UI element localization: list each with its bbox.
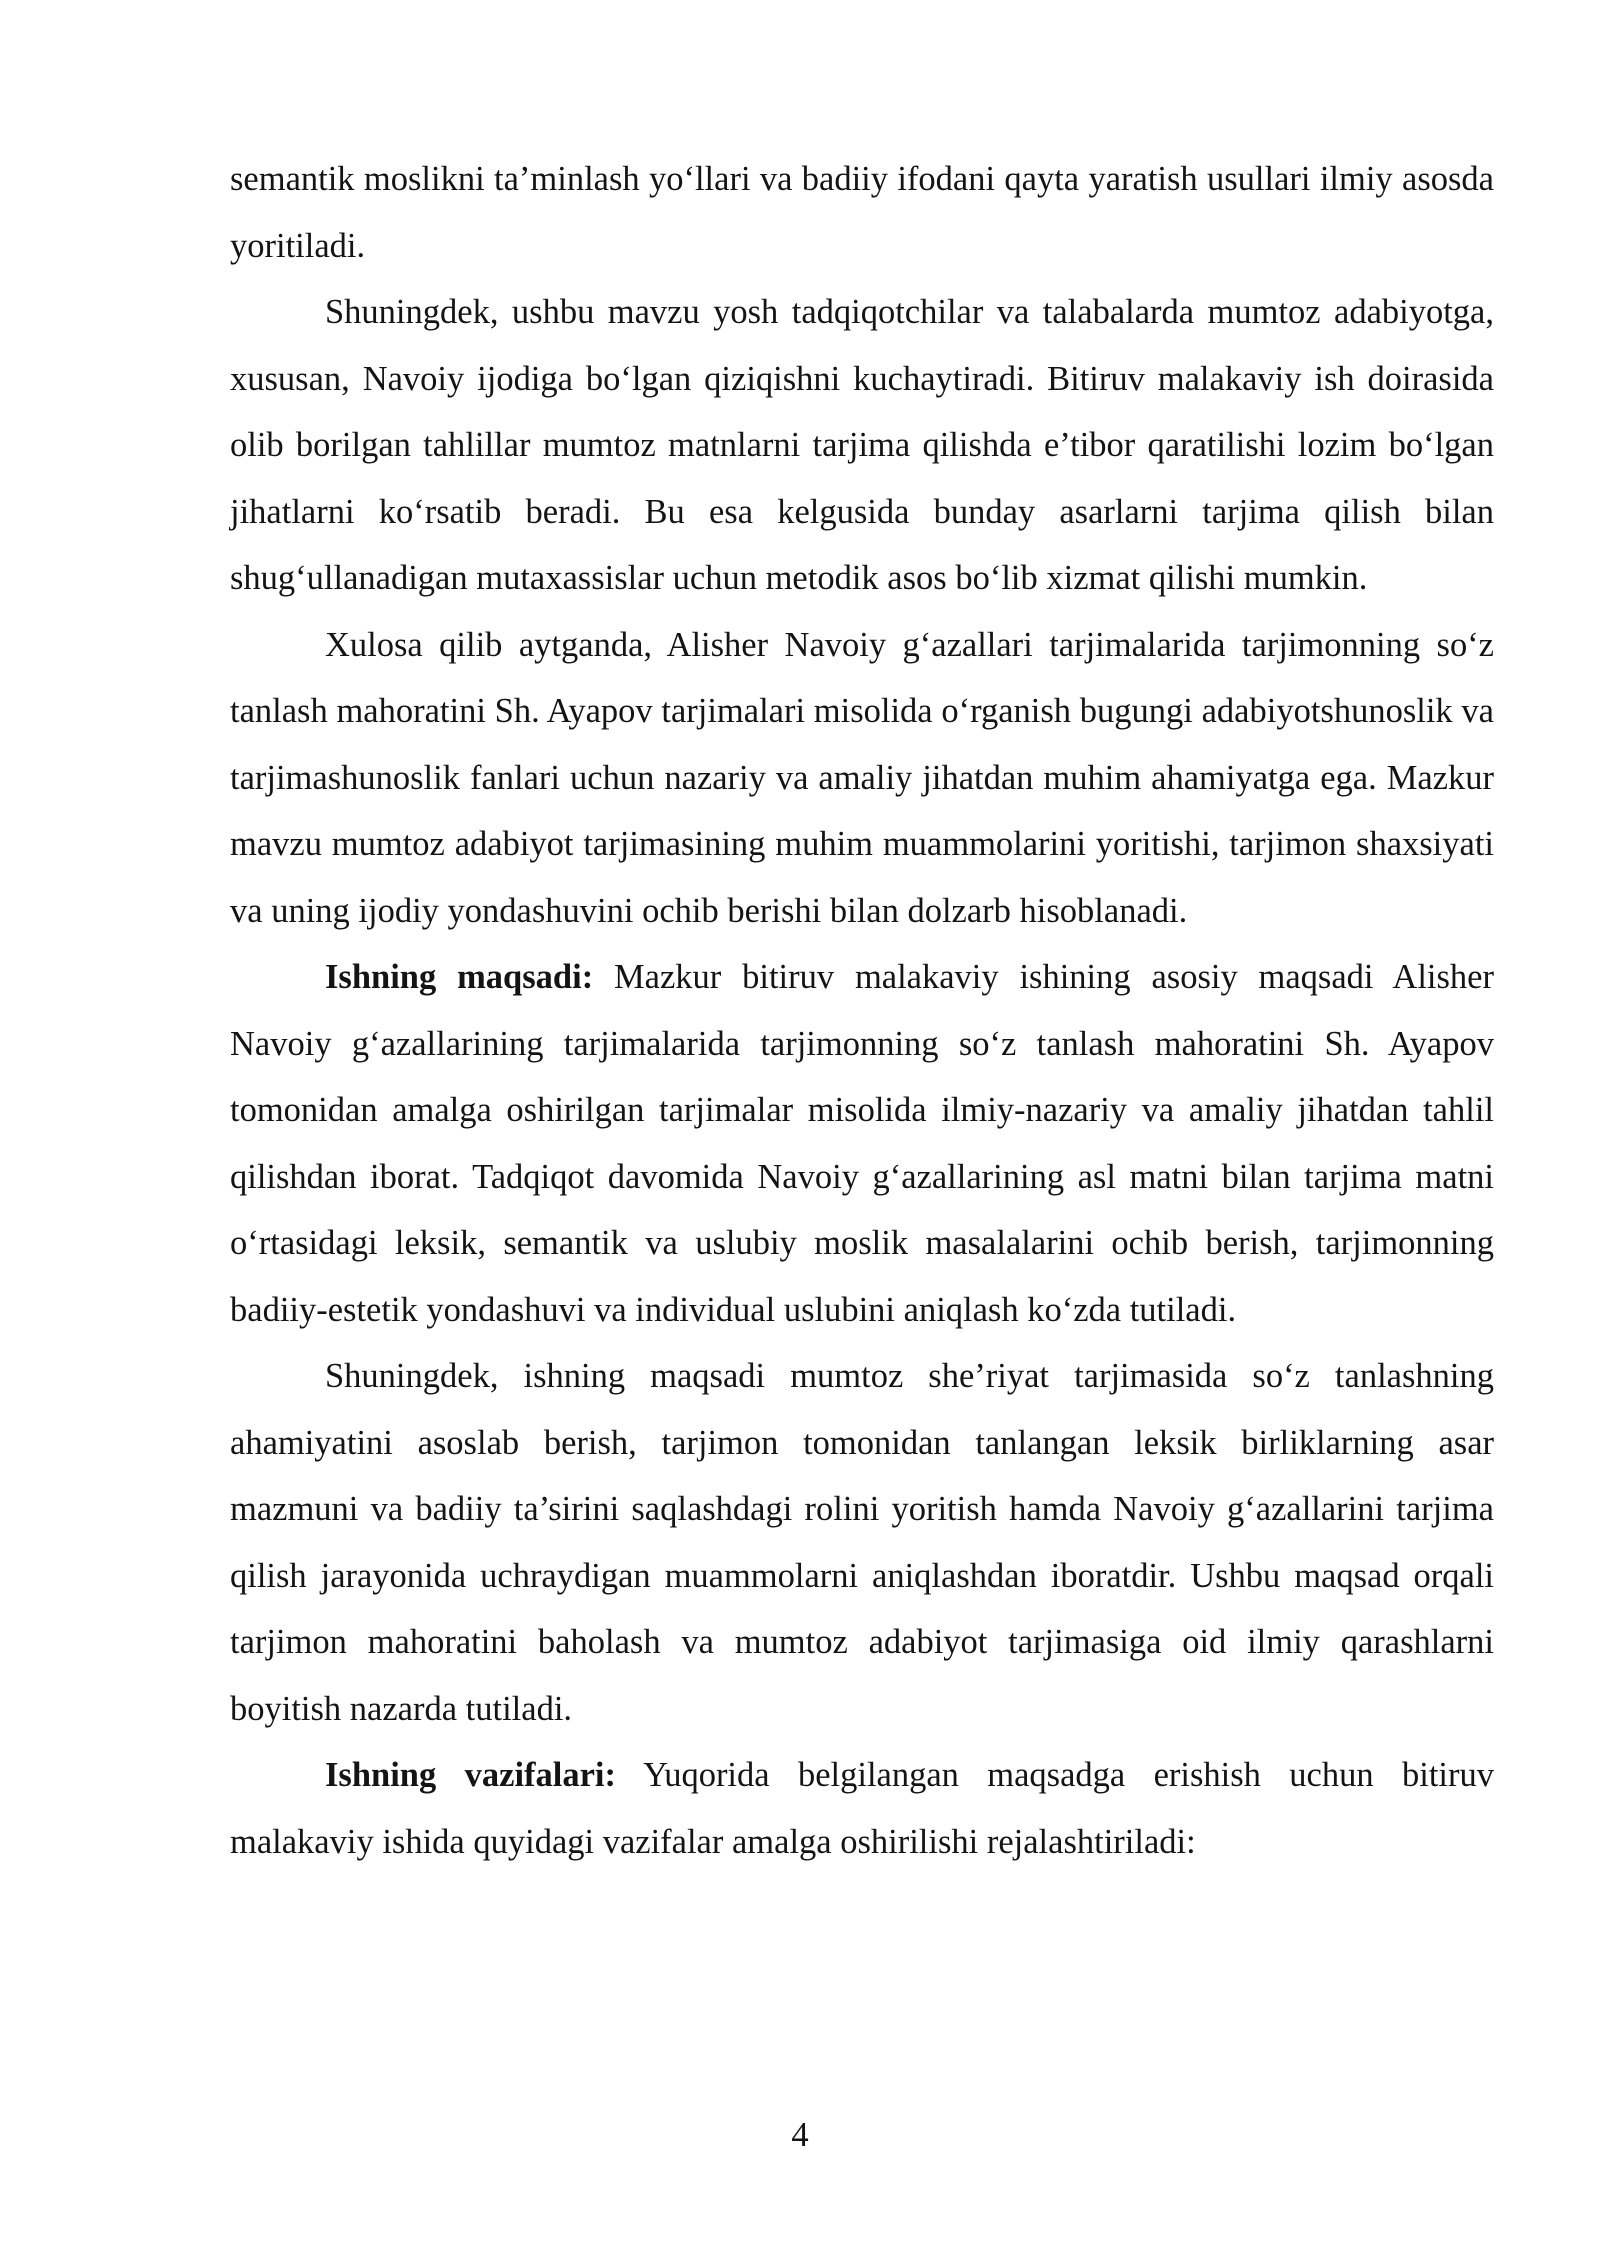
paragraph-text: Shuningdek, ushbu mavzu yosh tadqiqotchilar va talabalarda mumtoz adabiyotga, xususan, Navoiy ijodiga bo‘lgan qiziqishni kuchaytiradi. Bitiruv malakaviy ish doirasida olib borilgan tahlillar mumtoz matnlarni tarjima qilishda e’tibor qaratilishi lozim bo‘lgan jihatlarni ko‘rsatib beradi. Bu esa kelgusida bunday asarlarni tarjima qilish bilan shug‘ullanadigan mutaxassislar uchun metodik asos bo‘lib xizmat qilishi mumkin. bbox=[230, 293, 1494, 597]
paragraph-goal bbox=[230, 944, 1494, 1343]
page-number: 4 bbox=[791, 2116, 809, 2154]
paragraph-text: Yuqorida belgilangan maqsadga erishish uchun bitiruv malakaviy ishida quyidagi vazifalar amalga oshirilishi rejalashtiriladi: bbox=[230, 1756, 1494, 1861]
paragraph-2 bbox=[230, 279, 1494, 612]
paragraph-text: Shuningdek, ishning maqsadi mumtoz she’riyat tarjimasida so‘z tanlashning ahamiyatini asoslab berish, tarjimon tomonidan tanlangan leksik birliklarning asar mazmuni va badiiy ta’sirini saqlashdagi rolini yoritish hamda Navoiy g‘azallarini tarjima qilish jarayonida uchraydigan muammolarni aniqlashdan iboratdir. Ushbu maqsad orqali tarjimon mahoratini baholash va mumtoz adabiyot tarjimasiga oid ilmiy qarashlarni boyitish nazarda tutiladi. bbox=[230, 1357, 1494, 1728]
paragraph-tasks bbox=[230, 1742, 1494, 1875]
paragraph-text: semantik moslikni ta’minlash yo‘llari va badiiy ifodani qayta yaratish usullari ilmiy asosda yoritiladi. bbox=[230, 160, 1494, 265]
paragraph-5 bbox=[230, 1343, 1494, 1742]
paragraph-text: Xulosa qilib aytganda, Alisher Navoiy g‘azallari tarjimalarida tarjimonning so‘z tanlash mahoratini Sh. Ayapov tarjimalari misolida o‘rganish bugungi adabiyotshunoslik va tarjimashunoslik fanlari uchun nazariy va amaliy jihatdan muhim ahamiyatga ega. Mazkur mavzu mumtoz adabiyot tarjimasining muhim muammolarini yoritishi, tarjimon shaxsiyati va uning ijodiy yondashuvini ochib berishi bilan dolzarb hisoblanadi. bbox=[230, 625, 1494, 930]
paragraph-text: Mazkur bitiruv malakaviy ishining asosiy maqsadi Alisher Navoiy g‘azallarining tarjimalarida tarjimonning so‘z tanlash mahoratini Sh. Ayapov tomonidan amalga oshirilgan tarjimalar misolida ilmiy-nazariy va amaliy jihatdan tahlil qilishdan iborat. Tadqiqot davomida Navoiy g‘azallarining asl matni bilan tarjima matni o‘rtasidagi leksik, semantik va uslubiy moslik masalalarini ochib berish, tarjimonning badiiy-estetik yondashuvi va individual uslubini aniqlash ko‘zda tutiladi. bbox=[230, 958, 1494, 1329]
paragraph-lead-heading: Ishning maqsadi: bbox=[325, 958, 594, 996]
page-body bbox=[230, 146, 1494, 1875]
paragraph-1 bbox=[230, 146, 1494, 279]
paragraph-3 bbox=[230, 612, 1494, 945]
paragraph-lead-heading: Ishning vazifalari: bbox=[325, 1756, 616, 1794]
